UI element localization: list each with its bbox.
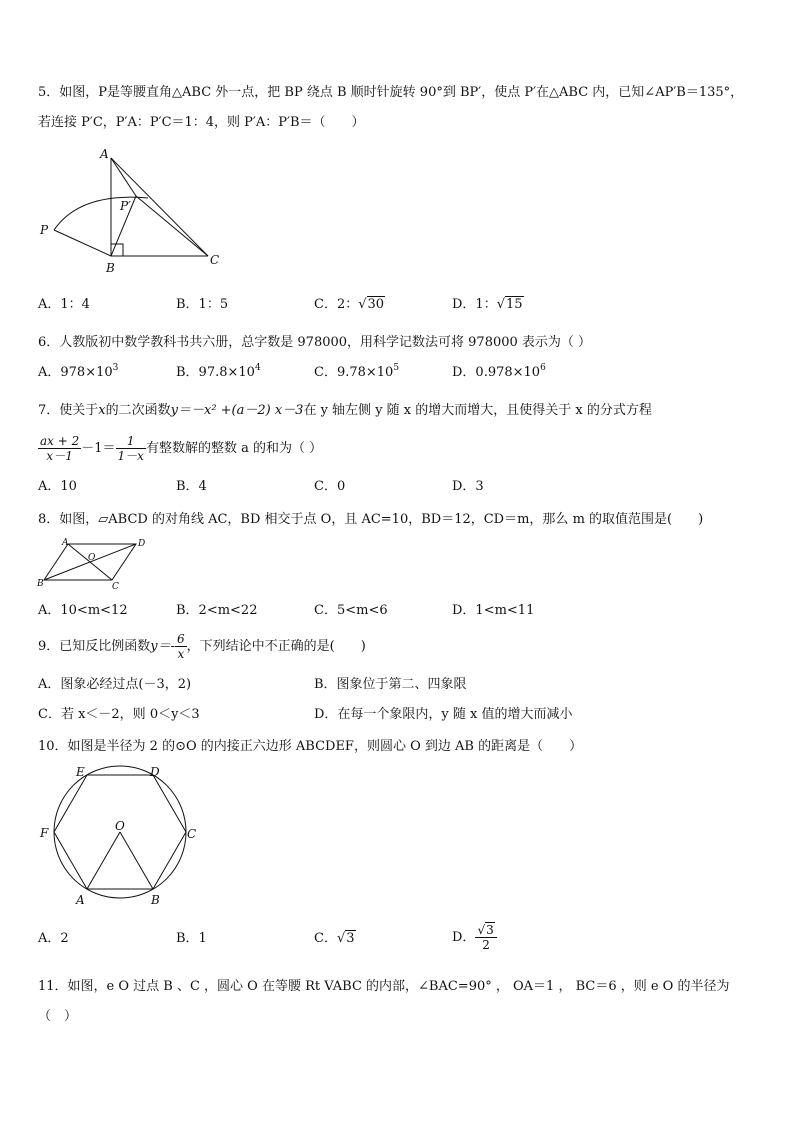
q10-label-e: E	[76, 765, 85, 779]
q5-label-c: C	[210, 253, 220, 267]
q8-label-b: B	[37, 579, 44, 589]
q11-text-line1: 11．如图，e O 过点 B 、C ，圆心 O 在等腰 Rt VABC 的内部，∠BAC=90° ， OA＝1 ， BC＝6 ，则 e O 的半径为	[38, 979, 730, 994]
q7-option-a: A．10	[38, 479, 77, 494]
q11-text-line2: （ ）	[38, 1009, 78, 1024]
q5-option-c: C．2：√30	[314, 297, 385, 312]
q5-text-line2: 若连接 P′C，P′A：P′C＝1：4，则 P′A：P′B＝（ ）	[38, 115, 365, 130]
q9-option-c: C．若 x＜－2，则 0＜y＜3	[38, 707, 200, 722]
q9-option-d: D．在每一个象限内，y 随 x 值的增大而减小	[314, 707, 573, 722]
q10-label-o: O	[115, 819, 125, 833]
q10-label-c: C	[187, 827, 197, 841]
q8-option-b: B．2<m<22	[176, 603, 258, 618]
q7-fraction-1: $\frac{ax + 2}{x-1}$	[40, 434, 80, 463]
q10-label-d: D	[150, 765, 160, 779]
q10-label-b: B	[151, 893, 160, 907]
q10-option-b: B．1	[176, 931, 207, 946]
q10-option-c: C．√3	[314, 931, 355, 946]
q5-label-b: B	[106, 261, 115, 275]
q5-text-line1: 5．如图，P是等腰直角△ABC 外一点，把 BP 绕点 B 顺时针旋转 90°到 BP′，使点 P′在△ABC 内，已知∠AP′B＝135°，	[38, 85, 744, 100]
q5-label-p-prime: P′	[120, 199, 131, 213]
q7-option-b: B．4	[176, 479, 207, 494]
q9-option-b: B．图象位于第二、四象限	[314, 677, 467, 692]
q5-option-d: D．1：√15	[452, 297, 523, 312]
q8-label-a: A	[62, 538, 69, 548]
q8-label-c: C	[112, 582, 119, 590]
q7-fraction-2: $\frac{1}{1-x}$	[117, 434, 144, 463]
q8-label-o: O	[88, 553, 96, 563]
q6-option-a: A．$978\times 10^3$	[38, 363, 119, 380]
q7-option-d: D．3	[452, 479, 484, 494]
q8-label-d: D	[138, 539, 146, 549]
q5-label-p: P	[40, 223, 49, 237]
q8-option-c: C．5<m<6	[314, 603, 388, 618]
q6-option-c: C．$9.78\times 10^5$	[314, 363, 400, 380]
q7-text-line1: 7．使关于x的二次函数y＝－x² +(a－2) x－3在 y 轴左侧 y 随 x 的增大而增大，且使得关于 x 的分式方程	[38, 403, 652, 418]
q6-text: 6．人教版初中数学教科书共六册，总字数是 978000，用科学记数法可将 978000 表示为（ ）	[38, 335, 592, 350]
q8-option-a: A．10<m<12	[38, 603, 128, 618]
q8-option-d: D．1<m<11	[452, 603, 535, 618]
q10-text: 10．如图是半径为 2 的⊙O 的内接正六边形 ABCDEF，则圆心 O 到边 AB 的距离是（ ）	[38, 739, 583, 754]
q10-option-d: D． $\frac{√3}{2}$	[452, 918, 497, 958]
q10-label-a: A	[76, 893, 85, 907]
q7-text-line2: $\frac{ax + 2}{x-1}$ －1＝ $\frac{1}{1-x}$ 有整数解的整数 a 的和为（ ）	[40, 434, 323, 463]
q8-text: 8．如图，▱ABCD 的对角线 AC，BD 相交于点 O，且 AC=10，BD＝12，CD＝m，那么 m 的取值范围是( )	[38, 512, 704, 527]
q10-figure	[36, 764, 206, 910]
q10-option-a: A．2	[38, 931, 69, 946]
q8-figure	[36, 534, 156, 590]
q9-option-a: A．图象必经过点(－3，2)	[38, 677, 192, 692]
q6-option-d: D．$0.978\times 10^6$	[452, 363, 546, 380]
q7-option-c: C．0	[314, 479, 346, 494]
q5-option-a: A．1：4	[38, 297, 90, 312]
q6-option-b: B．$97.8\times 10^4$	[176, 363, 261, 380]
q5-option-b: B．1：5	[176, 297, 229, 312]
q10-option-d-fraction: $\frac{√3}{2}$	[475, 923, 496, 952]
q5-label-a: A	[100, 147, 109, 161]
q5-figure	[36, 146, 236, 276]
q10-label-f: F	[40, 826, 49, 840]
q9-fraction: $\frac{6}{x}$	[177, 632, 185, 661]
q9-text: 9．已知反比例函数y＝- $\frac{6}{x}$ ，下列结论中不正确的是( )	[38, 632, 366, 661]
